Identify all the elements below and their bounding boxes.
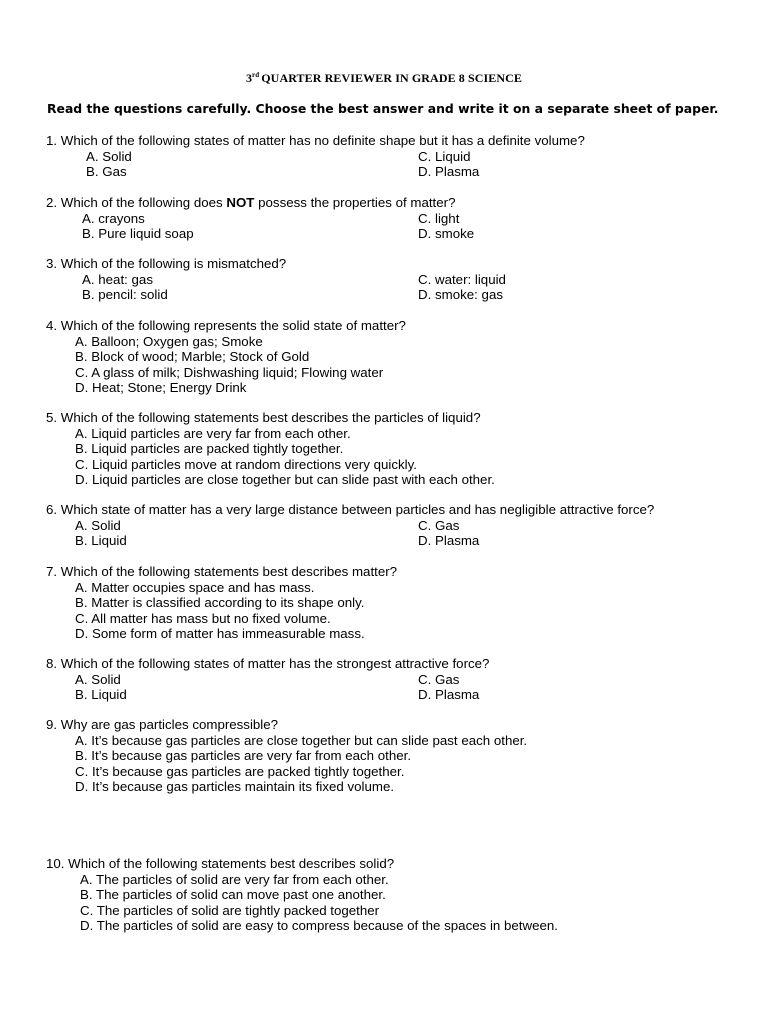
option-a: A. Solid xyxy=(75,671,121,687)
option-c: C. Liquid particles move at random directions very quickly. xyxy=(75,456,417,472)
question-stem-start: 2. Which of the following does xyxy=(46,195,227,210)
option-a: A. Solid xyxy=(75,517,121,533)
question-1 xyxy=(46,133,746,180)
option-d: D. smoke xyxy=(418,226,475,241)
option-a: A. crayons xyxy=(82,210,145,226)
title-ordinal: 3 xyxy=(245,71,253,85)
option-d: D. Plasma xyxy=(418,164,480,179)
question-7 xyxy=(46,564,746,642)
option-d: D. Heat; Stone; Energy Drink xyxy=(75,380,247,395)
question-stem: 7. Which of the following statements best describes matter? xyxy=(46,564,398,579)
question-2 xyxy=(46,195,746,242)
option-b: B. Gas xyxy=(86,164,127,179)
instructions: Read the questions carefully. Choose the best answer and write it on a separate sheet of paper. xyxy=(47,101,719,116)
option-c: C. It’s because gas particles are packed tightly together. xyxy=(75,763,405,779)
option-a: A. The particles of solid are very far from each other. xyxy=(80,871,389,887)
options-grid xyxy=(46,149,746,180)
question-stem: 3. Which of the following is mismatched? xyxy=(46,256,287,271)
options-list xyxy=(46,872,746,934)
option-a: A. Liquid particles are very far from each other. xyxy=(75,425,351,441)
question-stem: 4. Which of the following represents the solid state of matter? xyxy=(46,318,406,333)
question-4 xyxy=(46,318,746,396)
page-title xyxy=(0,71,768,86)
option-c: C. Gas xyxy=(418,517,460,533)
option-b: B. Liquid particles are packed tightly together. xyxy=(75,441,344,456)
option-d: D. Plasma xyxy=(418,533,480,548)
options-list xyxy=(46,733,746,795)
question-stem: 8. Which of the following states of matter has the strongest attractive force? xyxy=(46,656,490,671)
options-list xyxy=(46,580,746,642)
option-b: B. Liquid xyxy=(75,533,127,548)
options-list xyxy=(46,426,746,488)
question-stem-end: possess the properties of matter? xyxy=(254,195,456,210)
options-grid xyxy=(46,211,746,242)
option-a: A. Solid xyxy=(86,148,132,164)
question-stem: 1. Which of the following states of matter has no definite shape but it has a definite volume? xyxy=(46,133,585,148)
option-d: D. The particles of solid are easy to compress because of the spaces in between. xyxy=(80,918,558,933)
question-stem: 6. Which state of matter has a very large distance between particles and has negligible attractive force? xyxy=(46,502,655,517)
option-c: C. Gas xyxy=(418,671,460,687)
question-stem xyxy=(46,195,746,211)
title-text: QUARTER REVIEWER IN GRADE 8 SCIENCE xyxy=(261,71,523,85)
options-list xyxy=(46,334,746,396)
question-3 xyxy=(46,256,746,303)
option-d: D. Plasma xyxy=(418,687,480,702)
question-stem: 9. Why are gas particles compressible? xyxy=(46,717,279,732)
option-d: D. Some form of matter has immeasurable mass. xyxy=(75,626,365,641)
option-a: A. heat: gas xyxy=(82,271,153,287)
option-b: B. The particles of solid can move past one another. xyxy=(80,887,386,902)
question-8 xyxy=(46,656,746,703)
option-c: C. The particles of solid are tightly packed together xyxy=(80,902,380,918)
option-b: B. Pure liquid soap xyxy=(82,226,194,241)
option-b: B. Matter is classified according to its shape only. xyxy=(75,595,365,610)
option-d: D. Liquid particles are close together but can slide past with each other. xyxy=(75,472,495,487)
question-6 xyxy=(46,502,746,549)
title-ordinal-suffix: rd xyxy=(252,71,260,79)
option-a: A. Matter occupies space and has mass. xyxy=(75,579,315,595)
option-d: D. It’s because gas particles maintain its fixed volume. xyxy=(75,779,395,794)
option-c: C. light xyxy=(418,210,460,226)
option-b: B. Liquid xyxy=(75,687,127,702)
option-a: A. Balloon; Oxygen gas; Smoke xyxy=(75,333,263,349)
option-c: C. water: liquid xyxy=(418,271,506,287)
question-5 xyxy=(46,410,746,488)
option-c: C. Liquid xyxy=(418,148,471,164)
question-10 xyxy=(46,856,746,934)
option-b: B. pencil: solid xyxy=(82,287,168,302)
option-c: C. All matter has mass but no fixed volume. xyxy=(75,610,331,626)
question-stem: 10. Which of the following statements best describes solid? xyxy=(46,856,395,871)
options-grid xyxy=(46,272,746,303)
option-b: B. It’s because gas particles are very far from each other. xyxy=(75,748,412,763)
option-a: A. It’s because gas particles are close together but can slide past each other. xyxy=(75,732,528,748)
options-grid xyxy=(46,672,746,703)
option-b: B. Block of wood; Marble; Stock of Gold xyxy=(75,349,310,364)
options-grid xyxy=(46,518,746,549)
option-d: D. smoke: gas xyxy=(418,287,503,302)
option-c: C. A glass of milk; Dishwashing liquid; Flowing water xyxy=(75,364,384,380)
question-stem: 5. Which of the following statements best describes the particles of liquid? xyxy=(46,410,481,425)
question-stem-emphasis: NOT xyxy=(226,195,255,210)
question-9 xyxy=(46,717,746,795)
